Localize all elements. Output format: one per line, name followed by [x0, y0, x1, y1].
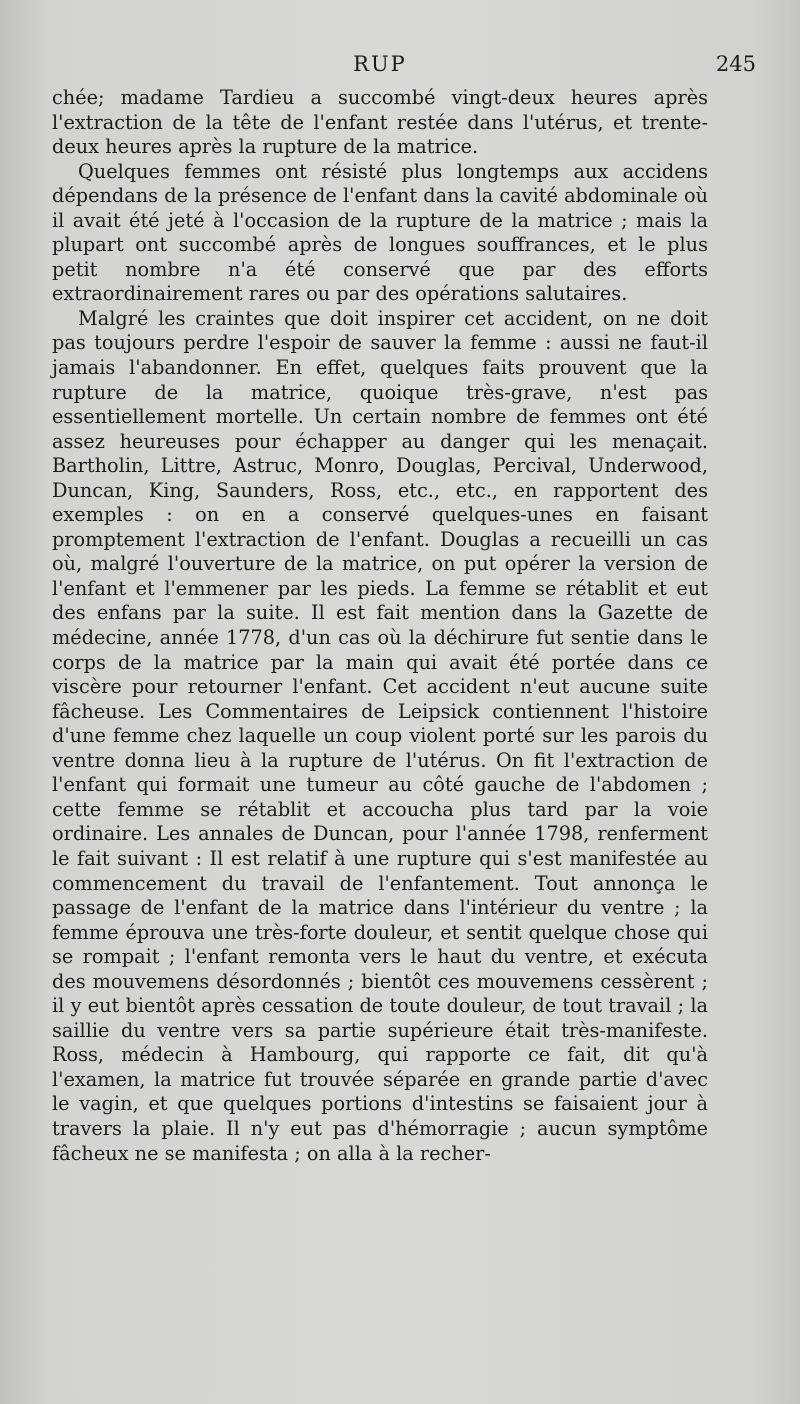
page-number: 245 — [715, 52, 756, 76]
body-text — [52, 86, 708, 1166]
running-title: RUP — [353, 52, 407, 76]
paragraph: Malgré les craintes que doit inspirer cet accident, on ne doit pas toujours perdre l'espoir de sauver la femme : aussi ne faut-il jamais l'abandonner. En effet, quelques faits prouvent que la rupture de la matrice, quoique très-grave, n'est pas essentiellement mortelle. Un certain nombre de femmes ont été assez heureuses pour échapper au danger qui les menaçait. Bartholin, Littre, Astruc, Monro, Douglas, Percival, Underwood, Duncan, King, Saunders, Ross, etc., etc., en rapportent des exemples : on en a conservé quelques-unes en faisant promptement l'extraction de l'enfant. Douglas a recueilli un cas où, malgré l'ouverture de la matrice, on put opérer la version de l'enfant et l'emmener par les pieds. La femme se rétablit et eut des enfans par la suite. Il est fait mention dans la Gazette de médecine, année 1778, d'un cas où la déchirure fut sentie dans le corps de la matrice par la main qui avait été portée dans ce viscère pour retourner l'enfant. Cet accident n'eut aucune suite fâcheuse. Les Commentaires de Leipsick contiennent l'histoire d'une femme chez laquelle un coup violent porté sur les parois du ventre donna lieu à la rupture de l'utérus. On fit l'extraction de l'enfant qui formait une tumeur au côté gauche de l'abdomen ; cette femme se rétablit et accoucha plus tard par la voie ordinaire. Les annales de Duncan, pour l'année 1798, renferment le fait suivant : Il est relatif à une rupture qui s'est manifestée au commencement du travail de l'enfantement. Tout annonça le passage de l'enfant de la matrice dans l'intérieur du ventre ; la femme éprouva une très-forte douleur, et sentit quelque chose qui se rompait ; l'enfant remonta vers le haut du ventre, et exécuta des mouvemens désordonnés ; bientôt ces mouvemens cessèrent ; il y eut bientôt après cessation de toute douleur, de tout travail ; la saillie du ventre vers sa partie supérieure était très-manifeste. Ross, médecin à Hambourg, qui rapporte ce fait, dit qu'à l'examen, la matrice fut trouvée séparée en grande partie d'avec le vagin, et que quelques portions d'intestins se faisaient jour à travers la plaie. Il n'y eut pas d'hémorragie ; aucun symptôme fâcheux ne se manifesta ; on alla à la recher- — [52, 306, 708, 1165]
paragraph-continuation: chée; madame Tardieu a succombé vingt-deux heures après l'extraction de la tête de l'enfant restée dans l'utérus, et trente-deux heures après la rupture de la matrice. — [52, 86, 708, 159]
running-head — [52, 52, 756, 86]
paragraph: Quelques femmes ont résisté plus longtemps aux accidens dépendans de la présence de l'enfant dans la cavité abdominale où il avait été jeté à l'occasion de la rupture de la matrice ; mais la plupart ont succombé après de longues souffrances, et le plus petit nombre n'a été conservé que par des efforts extraordinairement rares ou par des opérations salutaires. — [52, 159, 708, 306]
